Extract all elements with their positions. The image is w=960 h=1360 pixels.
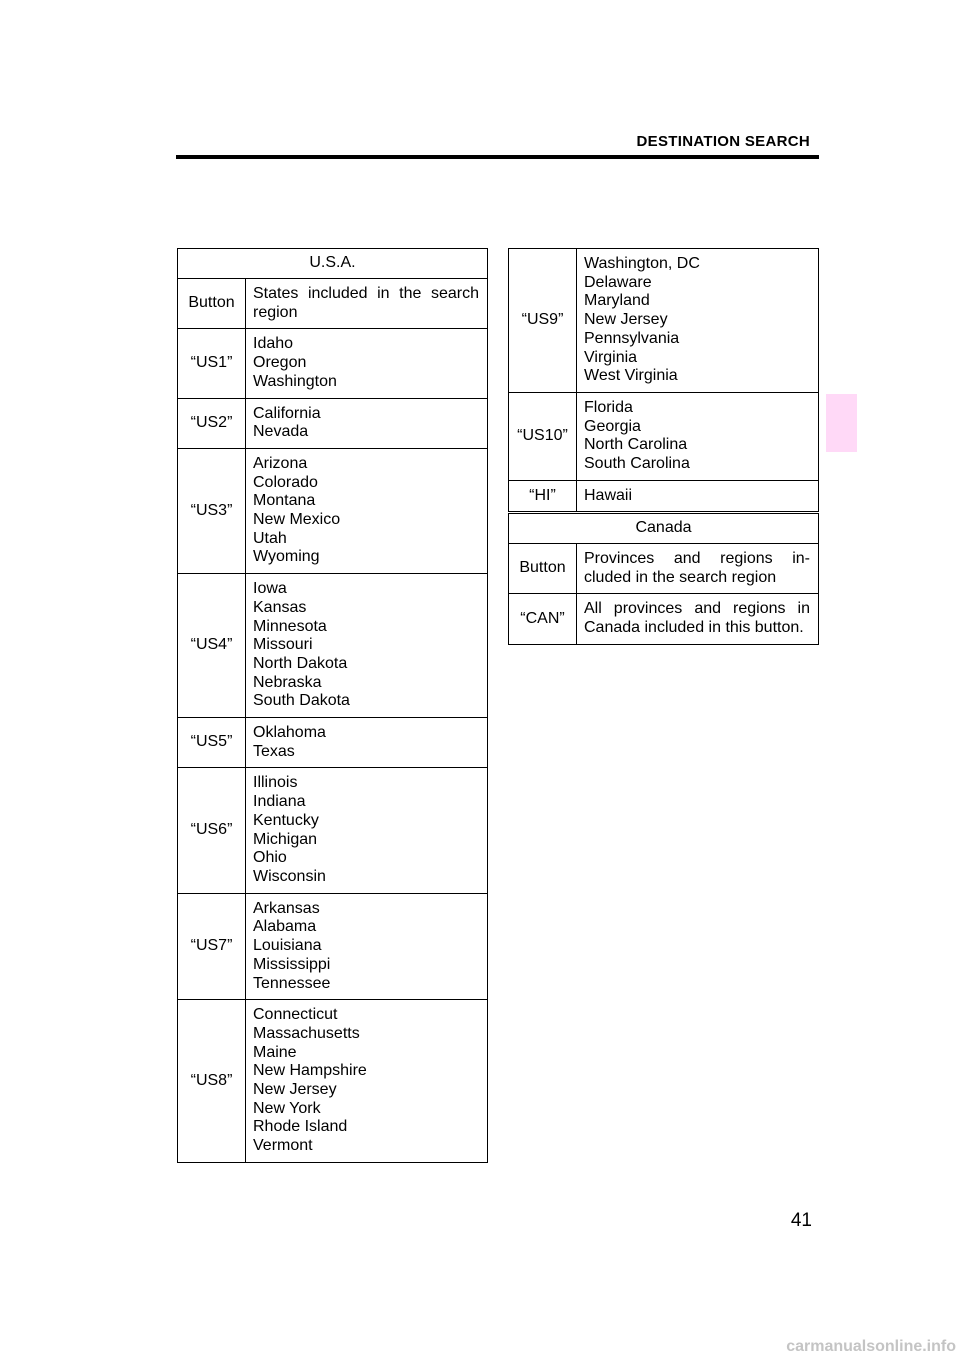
state-name: Michigan <box>253 830 318 848</box>
column-header-button: Button <box>178 279 246 329</box>
state-name: North Carolina <box>584 436 688 454</box>
table-row <box>509 480 819 512</box>
state-name: New York <box>253 1099 321 1117</box>
state-name: Nevada <box>253 423 309 441</box>
region-states-list <box>246 398 488 448</box>
region-button-label: “US10” <box>509 392 577 480</box>
region-states-list <box>246 1000 488 1163</box>
state-name: Alabama <box>253 918 317 936</box>
state-name: Washington, DC <box>584 255 700 272</box>
region-button-label: “US5” <box>178 718 246 768</box>
region-button-label: “US4” <box>178 574 246 718</box>
state-name: Pennsylvania <box>584 329 680 347</box>
canada-region-table <box>508 513 819 645</box>
state-name: Iowa <box>253 580 287 598</box>
region-states-list <box>246 329 488 398</box>
state-name: Montana <box>253 492 316 510</box>
table-row <box>178 893 488 1000</box>
state-name: Illinois <box>253 774 298 792</box>
region-states-list <box>246 768 488 893</box>
state-name: Missouri <box>253 636 313 654</box>
state-name: Ohio <box>253 849 287 867</box>
state-name: Kentucky <box>253 811 319 829</box>
table-header-row <box>509 544 819 594</box>
state-name: Arkansas <box>253 899 320 917</box>
state-name: Oregon <box>253 354 307 372</box>
usa-table-body <box>178 329 488 1162</box>
header-rule <box>176 155 819 159</box>
state-name: Virginia <box>584 348 638 366</box>
state-name: Maine <box>253 1043 297 1061</box>
state-name: Oklahoma <box>253 724 326 742</box>
state-name: Wyoming <box>253 548 320 566</box>
footer-watermark: carmanualsonline.info <box>786 1338 956 1355</box>
state-name: Indiana <box>253 793 306 811</box>
state-name: New Jersey <box>253 1081 337 1099</box>
state-name: Delaware <box>584 273 652 291</box>
table-caption-row <box>509 514 819 544</box>
region-states-list <box>246 574 488 718</box>
region-states-list <box>246 893 488 1000</box>
state-name: Kansas <box>253 598 307 616</box>
state-name: Mississippi <box>253 955 331 973</box>
state-name: North Dakota <box>253 654 348 672</box>
table-row <box>178 574 488 718</box>
column-header-button: Button <box>509 544 577 594</box>
state-name: Nebraska <box>253 673 322 691</box>
table-row <box>178 768 488 893</box>
region-states-list <box>577 249 819 393</box>
state-name: Colorado <box>253 473 318 491</box>
region-states-list <box>577 480 819 512</box>
state-name: Wisconsin <box>253 867 326 885</box>
usa-region-table <box>177 248 488 1163</box>
table-row <box>178 718 488 768</box>
usa-table-continued-body <box>509 249 819 512</box>
state-name: Florida <box>584 398 633 416</box>
region-button-label: “US7” <box>178 893 246 1000</box>
state-name: Texas <box>253 742 295 760</box>
state-name: Connecticut <box>253 1006 338 1024</box>
table-row <box>509 249 819 393</box>
table-row <box>178 1000 488 1163</box>
state-name: Utah <box>253 529 287 547</box>
state-name: Rhode Island <box>253 1118 348 1136</box>
region-states-list <box>246 448 488 573</box>
state-name: California <box>253 404 321 422</box>
canada-table-caption: Canada <box>509 514 819 544</box>
state-name: New Hampshire <box>253 1062 367 1080</box>
table-row <box>178 398 488 448</box>
page-number: 41 <box>790 1210 812 1231</box>
column-header-provinces: Provinces and regions in-cluded in the search region <box>577 544 819 594</box>
region-button-label: “US3” <box>178 448 246 573</box>
region-states-list <box>246 718 488 768</box>
table-row <box>509 594 819 644</box>
table-row <box>178 329 488 398</box>
region-states-list <box>577 392 819 480</box>
region-button-label: “US9” <box>509 249 577 393</box>
page-header-title: DESTINATION SEARCH <box>636 133 810 150</box>
section-side-tab <box>826 394 857 452</box>
state-name: South Dakota <box>253 692 350 710</box>
state-name: Washington <box>253 372 337 390</box>
region-description: All provinces and regions in Canada included in this button. <box>577 594 819 644</box>
state-name: South Carolina <box>584 455 690 473</box>
region-button-label: “US2” <box>178 398 246 448</box>
table-caption-row <box>178 249 488 279</box>
region-button-label: “HI” <box>509 480 577 512</box>
usa-table-caption: U.S.A. <box>178 249 488 279</box>
region-button-label: “US8” <box>178 1000 246 1163</box>
usa-region-table-continued <box>508 248 819 512</box>
state-name: Louisiana <box>253 937 322 955</box>
state-name: Vermont <box>253 1137 313 1155</box>
state-name: Tennessee <box>253 974 331 992</box>
region-button-label: “US6” <box>178 768 246 893</box>
state-name: Arizona <box>253 454 308 472</box>
state-name: Idaho <box>253 335 294 353</box>
state-name: New Mexico <box>253 511 341 529</box>
table-row <box>509 392 819 480</box>
state-name: New Jersey <box>584 311 668 329</box>
state-name: Hawaii <box>584 486 633 504</box>
region-button-label: “US1” <box>178 329 246 398</box>
column-header-states: States included in the search region <box>246 279 488 329</box>
state-name: Minnesota <box>253 617 327 635</box>
table-header-row <box>178 279 488 329</box>
region-button-label: “CAN” <box>509 594 577 644</box>
state-name: Maryland <box>584 292 650 310</box>
state-name: West Virginia <box>584 367 678 385</box>
table-row <box>178 448 488 573</box>
state-name: Massachusetts <box>253 1024 360 1042</box>
state-name: Georgia <box>584 417 641 435</box>
